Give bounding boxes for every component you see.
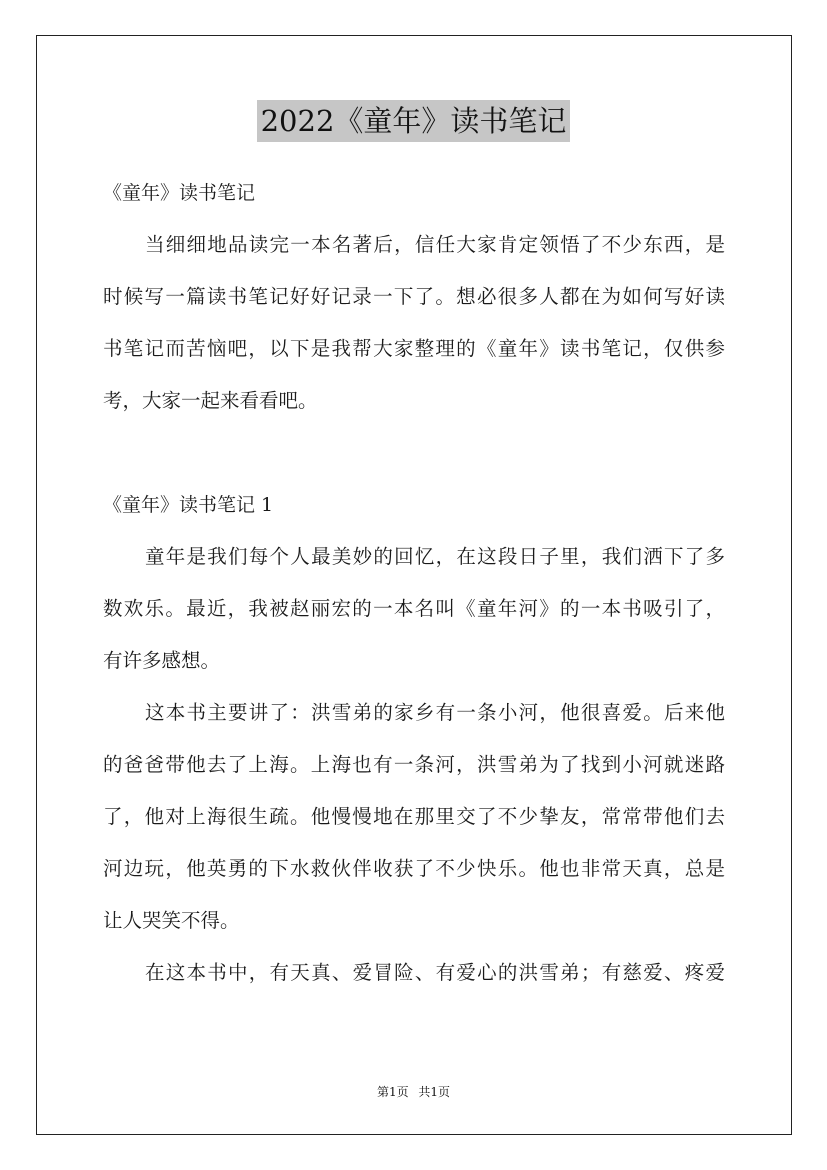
paragraph-line: 的爸爸带他去了上海。上海也有一条河，洪雪弟为了找到小河就迷路	[103, 753, 725, 776]
intro-line: 当细细地品读完一本名著后，信任大家肯定领悟了不少东西，是	[145, 233, 725, 256]
page-number-current: 第1页	[376, 1085, 409, 1099]
document-body	[103, 167, 725, 999]
intro-line: 书笔记而苦恼吧，以下是我帮大家整理的《童年》读书笔记，仅供参	[103, 337, 725, 360]
paragraph-line: 数欢乐。最近，我被赵丽宏的一本名叫《童年河》的一本书吸引了，	[103, 597, 725, 620]
intro-line: 考，大家一起来看看吧。	[103, 389, 318, 412]
title-container	[0, 100, 827, 142]
section-heading-intro: 《童年》读书笔记	[103, 182, 256, 204]
paragraph-line: 了，他对上海很生疏。他慢慢地在那里交了不少挚友，常常带他们去	[103, 805, 725, 828]
paragraph-line: 有许多感想。	[103, 649, 221, 672]
paragraph-line: 河边玩，他英勇的下水救伙伴收获了不少快乐。他也非常天真，总是	[103, 857, 725, 880]
page-number-total: 共1页	[418, 1085, 451, 1099]
paragraph-line: 这本书主要讲了：洪雪弟的家乡有一条小河，他很喜爱。后来他	[145, 701, 725, 724]
paragraph-line: 童年是我们每个人最美妙的回忆，在这段日子里，我们洒下了多	[145, 545, 725, 568]
section-heading-note-1: 《童年》读书笔记 1	[103, 494, 274, 516]
intro-line: 时候写一篇读书笔记好好记录一下了。想必很多人都在为如何写好读	[103, 285, 725, 308]
document-title: 2022《童年》读书笔记	[257, 100, 571, 142]
paragraph-gap	[103, 427, 725, 479]
paragraph-line: 在这本书中，有天真、爱冒险、有爱心的洪雪弟；有慈爱、疼爱	[145, 961, 725, 984]
page-footer	[0, 1083, 827, 1101]
paragraph-line: 让人哭笑不得。	[103, 909, 240, 932]
